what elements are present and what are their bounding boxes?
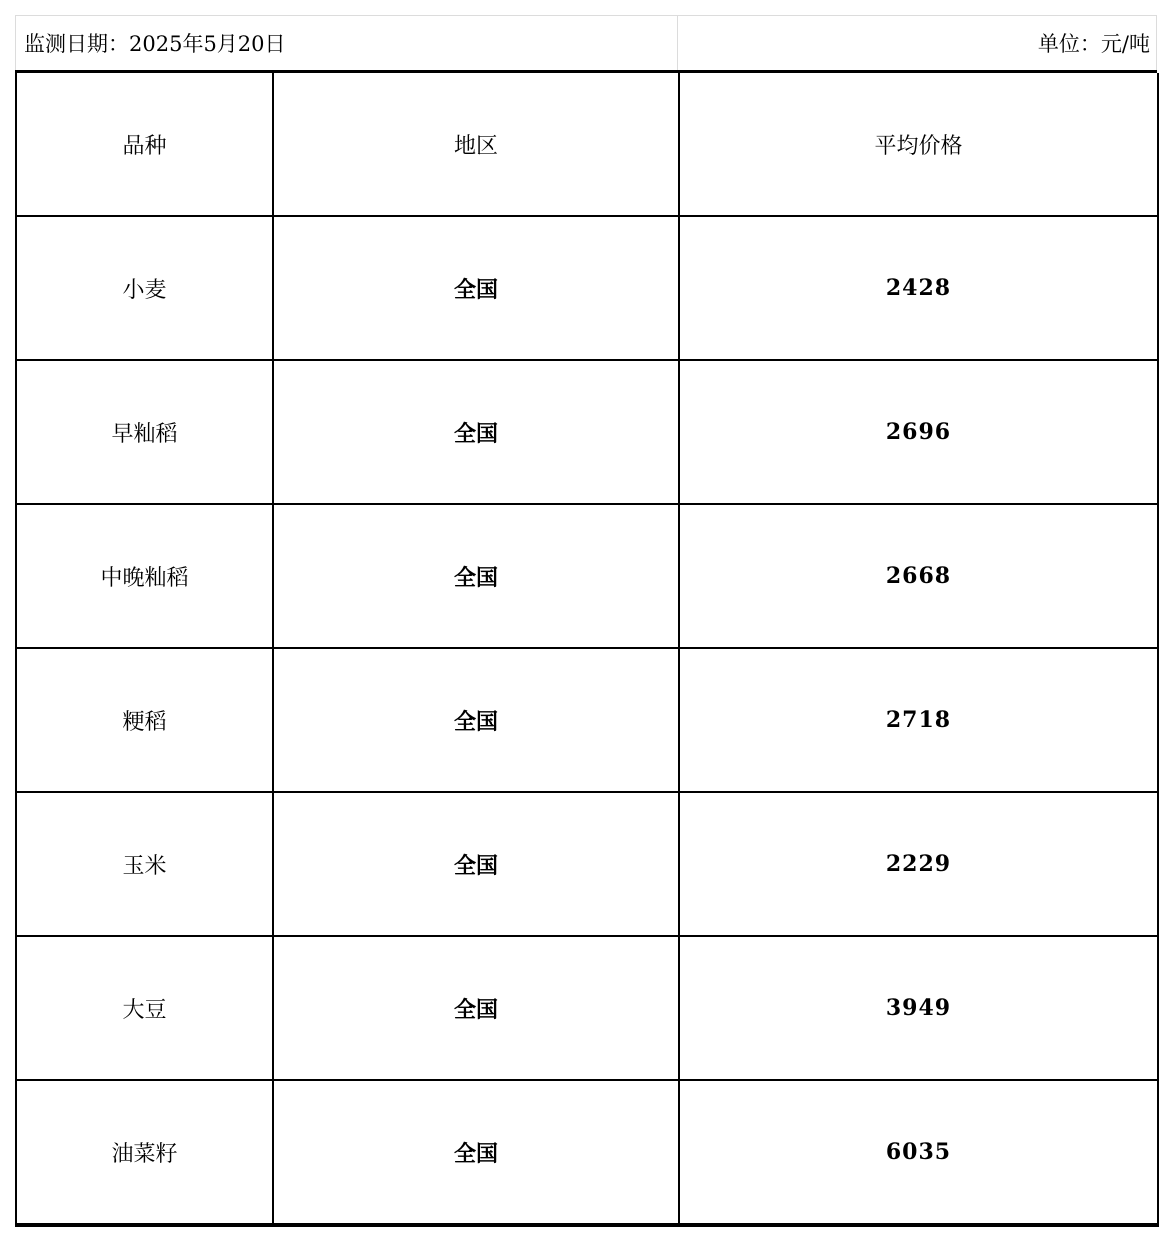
column-header-region: 地区: [273, 73, 679, 216]
variety-cell: 油菜籽: [16, 1080, 273, 1225]
table-row: [16, 216, 1158, 360]
price-cell: 3949: [679, 936, 1158, 1080]
monitor-date: 监测日期：2025年5月20日: [15, 16, 678, 70]
table-row: [16, 504, 1158, 648]
region-cell: 全国: [273, 504, 679, 648]
price-cell: 2696: [679, 360, 1158, 504]
region-cell: 全国: [273, 1080, 679, 1225]
table-row: [16, 1080, 1158, 1225]
region-cell: 全国: [273, 792, 679, 936]
region-cell: 全国: [273, 648, 679, 792]
price-cell: 2718: [679, 648, 1158, 792]
variety-cell: 玉米: [16, 792, 273, 936]
table-row: [16, 360, 1158, 504]
table-row: [16, 792, 1158, 936]
column-header-price: 平均价格: [679, 73, 1158, 216]
region-cell: 全国: [273, 216, 679, 360]
price-cell: 2668: [679, 504, 1158, 648]
region-cell: 全国: [273, 360, 679, 504]
table-row: [16, 648, 1158, 792]
price-cell: 2428: [679, 216, 1158, 360]
column-header-variety: 品种: [16, 73, 273, 216]
price-sheet: [15, 15, 1157, 1227]
region-cell: 全国: [273, 936, 679, 1080]
table-row: [16, 936, 1158, 1080]
table-header-row: [16, 73, 1158, 216]
price-table: [15, 73, 1159, 1227]
unit-label: 单位：元/吨: [678, 16, 1157, 70]
variety-cell: 中晚籼稻: [16, 504, 273, 648]
price-cell: 6035: [679, 1080, 1158, 1225]
variety-cell: 粳稻: [16, 648, 273, 792]
price-cell: 2229: [679, 792, 1158, 936]
sheet-header-row: [15, 15, 1157, 73]
variety-cell: 早籼稻: [16, 360, 273, 504]
variety-cell: 小麦: [16, 216, 273, 360]
variety-cell: 大豆: [16, 936, 273, 1080]
